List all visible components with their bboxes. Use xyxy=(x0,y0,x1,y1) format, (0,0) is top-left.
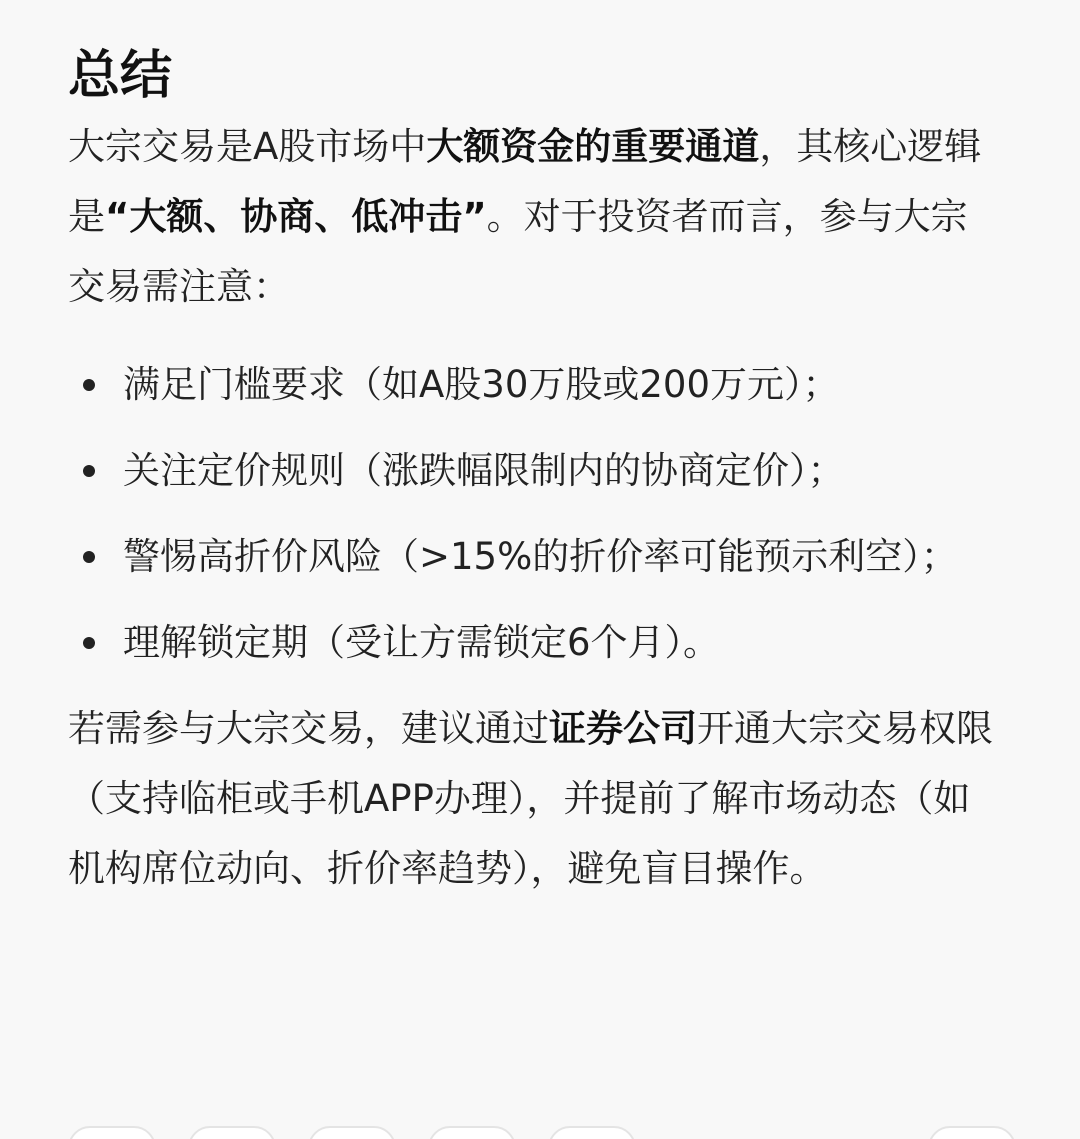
list-item xyxy=(68,436,998,506)
summary-paragraph xyxy=(68,112,998,322)
action-button[interactable] xyxy=(928,1126,1016,1139)
list-item xyxy=(68,522,998,592)
summary-text-2: ，其核心逻辑是 xyxy=(68,125,982,238)
bullet-dot-icon xyxy=(83,637,95,649)
action-button[interactable] xyxy=(188,1126,276,1139)
bullet-dot-icon xyxy=(83,379,95,391)
action-button[interactable] xyxy=(548,1126,636,1139)
bullet-dot-icon xyxy=(83,551,95,563)
action-button[interactable] xyxy=(68,1126,156,1139)
list-item xyxy=(68,350,998,420)
summary-text-3: 。对于投资者而言，参与大宗交易需注意： xyxy=(68,195,968,308)
answer-content xyxy=(68,40,998,904)
list-item-text: 关注定价规则（涨跌幅限制内的协商定价）； xyxy=(123,449,845,492)
list-item-text: 警惕高折价风险（>15%的折价率可能预示利空）； xyxy=(123,535,958,578)
action-bar xyxy=(68,1126,1018,1139)
tips-list xyxy=(68,350,998,678)
list-item xyxy=(68,608,998,678)
section-title: 总结 xyxy=(68,46,173,106)
advice-text-2: 开通大宗交易权限（支持临柜或手机APP办理），并提前了解市场动态（如机构席位动向、折价率趋势），避免盲目操作。 xyxy=(68,707,993,890)
action-button[interactable] xyxy=(308,1126,396,1139)
advice-bold-1: 证券公司 xyxy=(549,707,697,750)
summary-bold-1: 大额资金的重要通道 xyxy=(426,125,760,168)
action-button[interactable] xyxy=(428,1126,516,1139)
summary-text-1: 大宗交易是A股市场中 xyxy=(68,125,427,168)
bullet-dot-icon xyxy=(83,465,95,477)
advice-paragraph xyxy=(68,694,998,904)
summary-bold-2: “大额、协商、低冲击” xyxy=(105,195,487,238)
list-item-text: 理解锁定期（受让方需锁定6个月）。 xyxy=(123,621,721,664)
list-item-text: 满足门槛要求（如A股30万股或200万元）； xyxy=(123,363,840,406)
advice-text-1: 若需参与大宗交易，建议通过 xyxy=(68,707,549,750)
